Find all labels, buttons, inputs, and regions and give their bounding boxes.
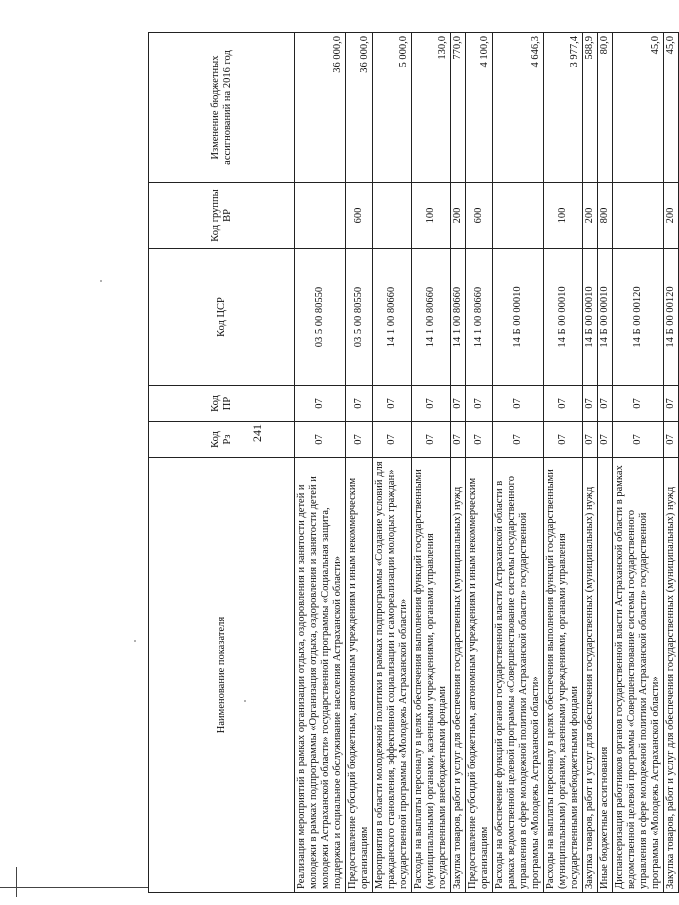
row-amount: 4 646,3 (493, 33, 544, 183)
row-csr: 14 Б 00 00010 (598, 249, 613, 386)
row-pr: 07 (613, 386, 664, 422)
table-row (466, 33, 493, 893)
row-csr: 14 Б 00 00010 (583, 249, 598, 386)
row-pr: 07 (598, 386, 613, 422)
row-rz: 07 (412, 422, 451, 458)
scan-dot (134, 640, 136, 642)
row-vr: 100 (544, 183, 583, 249)
row-pr: 07 (295, 386, 346, 422)
scan-dot (100, 280, 102, 282)
row-name: Закупка товаров, работ и услуг для обеспечения государственных (муниципальных) нужд (451, 458, 466, 893)
rotated-budget-table (148, 33, 676, 893)
header-csr: Код ЦСР (149, 249, 295, 386)
row-name: Иные бюджетные ассигнования (598, 458, 613, 893)
row-vr: 200 (664, 183, 679, 249)
row-rz: 07 (583, 422, 598, 458)
row-rz: 07 (466, 422, 493, 458)
row-amount: 4 100,0 (466, 33, 493, 183)
row-pr: 07 (412, 386, 451, 422)
row-vr: 200 (583, 183, 598, 249)
row-csr: 14 Б 00 00010 (493, 249, 544, 386)
row-csr: 14 1 00 80660 (373, 249, 412, 386)
header-pr: Код ПР (149, 386, 295, 422)
row-csr: 14 Б 00 00120 (664, 249, 679, 386)
table-row (295, 33, 346, 893)
row-csr: 03 5 00 80550 (295, 249, 346, 386)
row-name: Предоставление субсидий бюджетным, автономным учреждениям и иным некоммерческим организациям (466, 458, 493, 893)
row-pr: 07 (346, 386, 373, 422)
row-rz: 07 (346, 422, 373, 458)
row-name: Закупка товаров, работ и услуг для обеспечения государственных (муниципальных) нужд (664, 458, 679, 893)
row-csr: 14 1 00 80660 (451, 249, 466, 386)
row-amount: 45,0 (613, 33, 664, 183)
row-csr: 14 1 00 80660 (466, 249, 493, 386)
row-rz: 07 (493, 422, 544, 458)
row-csr: 14 Б 00 00120 (613, 249, 664, 386)
scan-line-left (0, 887, 148, 888)
row-amount: 130,0 (412, 33, 451, 183)
row-rz: 07 (451, 422, 466, 458)
row-name: Закупка товаров, работ и услуг для обеспечения государственных (муниципальных) нужд (583, 458, 598, 893)
row-vr (373, 183, 412, 249)
row-pr: 07 (583, 386, 598, 422)
row-amount: 45,0 (664, 33, 679, 183)
table-row (493, 33, 544, 893)
row-amount: 588,9 (583, 33, 598, 183)
header-vr: Код группы ВР (149, 183, 295, 249)
row-vr: 200 (451, 183, 466, 249)
table-row (544, 33, 583, 893)
row-pr: 07 (466, 386, 493, 422)
row-rz: 07 (664, 422, 679, 458)
table-row (412, 33, 451, 893)
table-row (583, 33, 598, 893)
row-vr: 100 (412, 183, 451, 249)
row-vr: 600 (466, 183, 493, 249)
row-rz: 07 (544, 422, 583, 458)
row-vr (493, 183, 544, 249)
row-name: Мероприятия в области молодежной политики в рамках подпрограммы «Создание условий для гражданского становления, эффективной социализации и самореализации молодых граждан» государственной программы «Молодежь Астраханской области» (373, 458, 412, 893)
row-vr: 600 (346, 183, 373, 249)
row-pr: 07 (544, 386, 583, 422)
page-number: 241 (250, 424, 264, 442)
row-pr: 07 (664, 386, 679, 422)
scan-line-left-short (16, 867, 17, 897)
table-header-row (149, 33, 295, 893)
row-vr: 800 (598, 183, 613, 249)
header-rz: Код Рз (149, 422, 295, 458)
row-name: Расходы на выплаты персоналу в целях обеспечения выполнения функций государственными (муниципальными) органами, казенными учреждениями, органами управления государственными внебюджетными фондами (412, 458, 451, 893)
row-amount: 5 000,0 (373, 33, 412, 183)
row-amount: 36 000,0 (346, 33, 373, 183)
row-vr (613, 183, 664, 249)
row-name: Расходы на выплаты персоналу в целях обеспечения выполнения функций государственными (муниципальными) органами, казенными учреждениями, органами управления государственными внебюджетными фондами (544, 458, 583, 893)
header-name: Наименование показателя (149, 458, 295, 893)
row-csr: 03 5 00 80550 (346, 249, 373, 386)
row-amount: 770,0 (451, 33, 466, 183)
row-rz: 07 (613, 422, 664, 458)
row-pr: 07 (373, 386, 412, 422)
table-row (598, 33, 613, 893)
row-vr (295, 183, 346, 249)
row-amount: 3 977,4 (544, 33, 583, 183)
row-amount: 80,0 (598, 33, 613, 183)
row-name: Реализация мероприятий в рамках организации отдыха, оздоровления и занятости детей и молодежи в рамках подпрограммы «Организация отдыха, оздоровления и занятости детей и молодежи Астраханской области» государственной программы «Социальная защита, поддержка и социальное обслуживание населения Астраханской области» (295, 458, 346, 893)
table-row (346, 33, 373, 893)
table-row (373, 33, 412, 893)
row-name: Предоставление субсидий бюджетным, автономным учреждениям и иным некоммерческим организациям (346, 458, 373, 893)
row-rz: 07 (295, 422, 346, 458)
table-row (613, 33, 664, 893)
row-amount: 36 000,0 (295, 33, 346, 183)
header-amount: Изменение бюджетных ассигнований на 2016 год (149, 33, 295, 183)
row-name: Расходы на обеспечение функций органов государственной власти Астраханской области в рамках ведомственной целевой программы «Совершенствование системы государственного управления в сфере молодежной политики Астраханской области» государственной программы «Молодежь Астраханской области» (493, 458, 544, 893)
table-row (451, 33, 466, 893)
row-rz: 07 (373, 422, 412, 458)
budget-table (148, 32, 679, 893)
row-name: Диспансеризация работников органов государственной власти Астраханской области в рамках ведомственной целевой программы «Совершенствование системы государственного управления в сфере молодежной политики Астраханской области» государственной программы «Молодежь Астраханской области» (613, 458, 664, 893)
row-pr: 07 (493, 386, 544, 422)
row-pr: 07 (451, 386, 466, 422)
row-csr: 14 Б 00 00010 (544, 249, 583, 386)
row-csr: 14 1 00 80660 (412, 249, 451, 386)
row-rz: 07 (598, 422, 613, 458)
table-row (664, 33, 679, 893)
